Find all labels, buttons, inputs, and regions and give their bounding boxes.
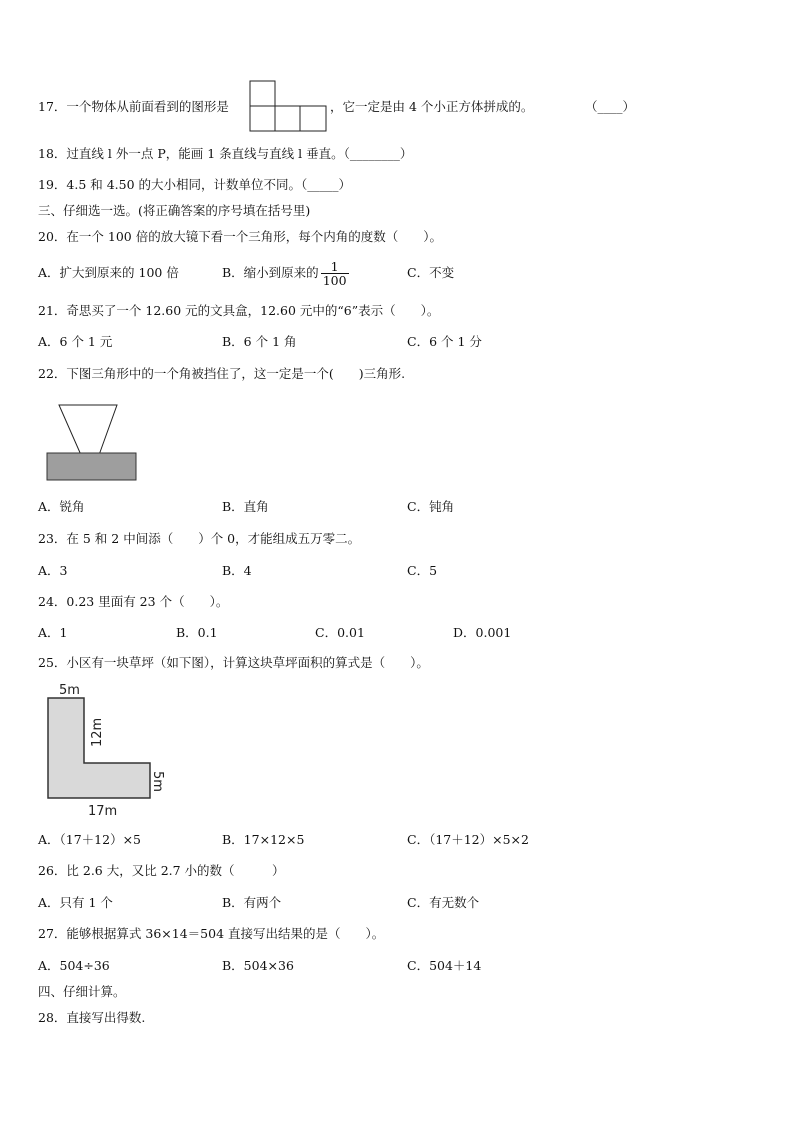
- q24-option-a[interactable]: A．1: [38, 625, 68, 640]
- q25-label-vertical: 12m: [90, 717, 105, 747]
- q25-option-c[interactable]: C．（17＋12）×5×2: [407, 832, 529, 847]
- q22-hidden-angle-triangle-figure: [45, 403, 140, 483]
- question-19: 19．4.5 和 4.50 的大小相同，计数单位不同。（_____）: [38, 177, 352, 192]
- question-24: 24．0.23 里面有 23 个（ ）。: [38, 594, 229, 609]
- q23-option-c[interactable]: C．5: [407, 563, 438, 578]
- q21-option-b[interactable]: B．6 个 1 角: [222, 334, 297, 349]
- q24-option-d[interactable]: D．0.001: [453, 625, 512, 640]
- q20-option-b-prefix: B．缩小到原来的: [222, 265, 319, 280]
- question-28: 28．直接写出得数.: [38, 1010, 146, 1025]
- q21-option-a[interactable]: A．6 个 1 元: [38, 334, 113, 349]
- q26-option-c[interactable]: C．有无数个: [407, 895, 480, 910]
- q17-text-after-line: [330, 99, 533, 115]
- q27-option-a[interactable]: A．504÷36: [38, 958, 110, 973]
- question-22: 22．下图三角形中的一个角被挡住了，这一定是一个( )三角形.: [38, 366, 406, 381]
- q27-option-c[interactable]: C．504＋14: [407, 958, 482, 973]
- q20-option-b[interactable]: [222, 255, 349, 291]
- q21-option-c[interactable]: C．6 个 1 分: [407, 334, 482, 349]
- q26-option-b[interactable]: B．有两个: [222, 895, 282, 910]
- q17-front-view-figure: [249, 80, 329, 132]
- q22-option-c[interactable]: C．钝角: [407, 499, 455, 514]
- q24-option-c[interactable]: C．0.01: [315, 625, 365, 640]
- q25-label-bottom: 17m: [88, 804, 118, 819]
- q25-label-top: 5m: [59, 683, 80, 698]
- q25-l-shaped-lawn-figure: [44, 679, 184, 819]
- question-23: 23．在 5 和 2 中间添（ ）个 0，才能组成五万零二。: [38, 531, 361, 546]
- q23-option-a[interactable]: A．3: [38, 563, 68, 578]
- fraction-1-100: [321, 260, 349, 287]
- question-17: [38, 99, 229, 115]
- q17-text-before: 17．一个物体从前面看到的图形是: [38, 99, 229, 114]
- section-4-title: 四、仔细计算。: [38, 984, 126, 999]
- q22-option-b[interactable]: B．直角: [222, 499, 269, 514]
- question-21: 21．奇思买了一个 12.60 元的文具盒，12.60 元中的“6”表示（ ）。: [38, 303, 440, 318]
- question-27: 27．能够根据算式 36×14＝504 直接写出结果的是（ ）。: [38, 926, 385, 941]
- q25-option-a[interactable]: A．（17＋12）×5: [38, 832, 142, 847]
- q22-option-a[interactable]: A．锐角: [38, 499, 85, 514]
- q17-text-after: ，它一定是由 4 个小正方体拼成的。: [330, 99, 534, 114]
- q25-label-right: 5m: [150, 771, 165, 792]
- question-26: 26．比 2.6 大，又比 2.7 小的数（ ）: [38, 863, 285, 878]
- q23-option-b[interactable]: B．4: [222, 563, 252, 578]
- q20-option-a[interactable]: A．扩大到原来的 100 倍: [38, 265, 179, 280]
- q26-option-a[interactable]: A．只有 1 个: [38, 895, 113, 910]
- q24-option-b[interactable]: B．0.1: [176, 625, 218, 640]
- section-3-title: 三、仔细选一选。(将正确答案的序号填在括号里): [38, 203, 311, 218]
- fraction-denominator: 100: [322, 273, 347, 288]
- q25-option-b[interactable]: B．17×12×5: [222, 832, 305, 847]
- q27-option-b[interactable]: B．504×36: [222, 958, 294, 973]
- question-18: 18．过直线 l 外一点 P，能画 1 条直线与直线 l 垂直。（________）: [38, 146, 413, 161]
- q17-answer-blank[interactable]: （____）: [585, 99, 636, 114]
- q20-option-c[interactable]: C．不变: [407, 265, 455, 280]
- question-25: 25．小区有一块草坪（如下图），计算这块草坪面积的算式是（ ）。: [38, 655, 429, 670]
- question-20: 20．在一个 100 倍的放大镜下看一个三角形，每个内角的度数（ ）。: [38, 229, 442, 244]
- fraction-numerator: 1: [321, 260, 349, 274]
